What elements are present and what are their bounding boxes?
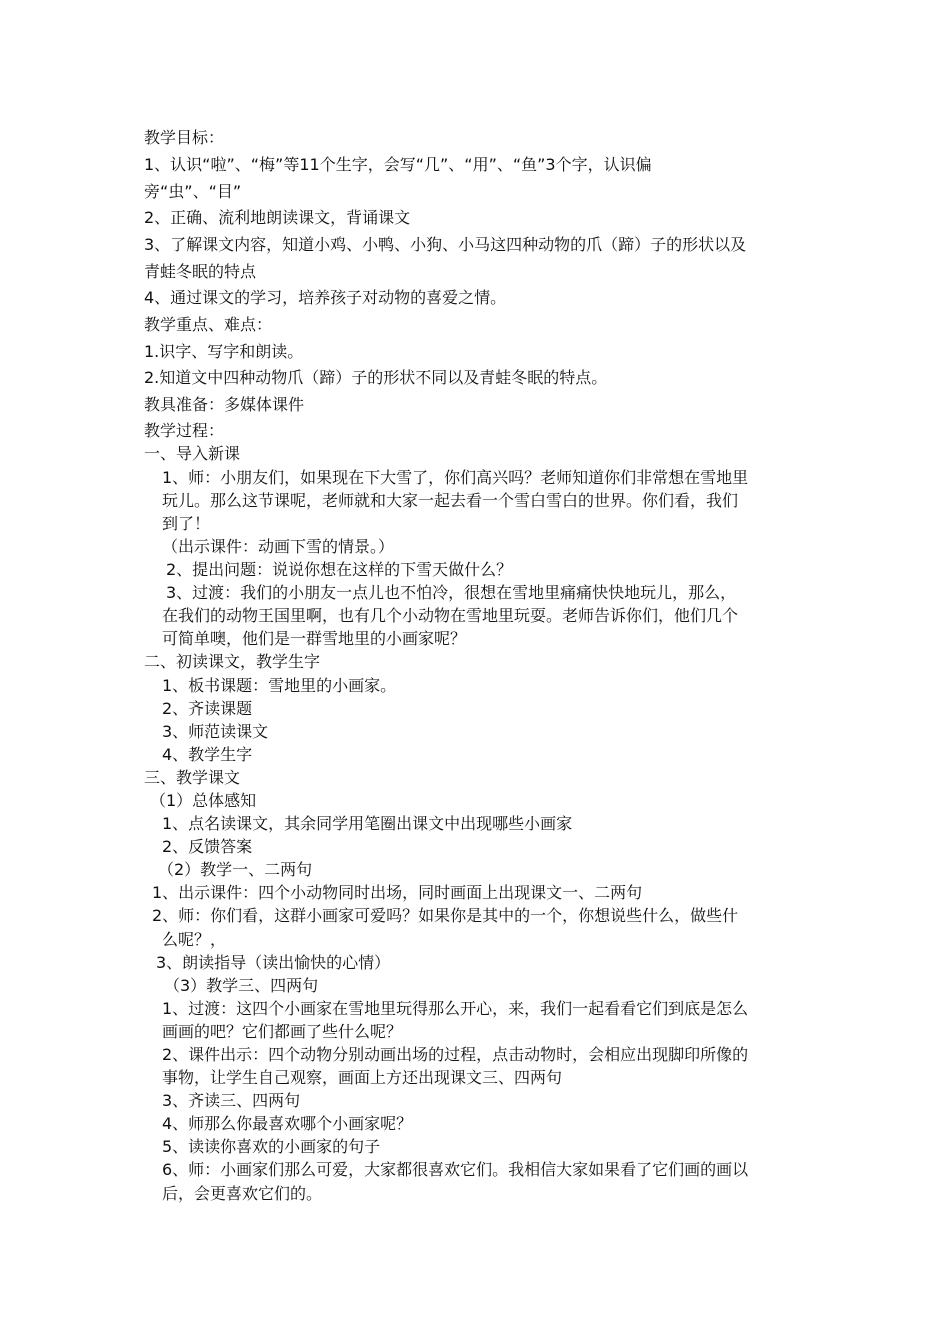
section-2-item-1: 1、板书课题：雪地里的小画家。 xyxy=(162,676,397,695)
section-2-item-4: 4、教学生字 xyxy=(162,745,253,764)
goal-item-4: 4、通过课文的学习，培养孩子对动物的喜爱之情。 xyxy=(144,288,507,307)
heading-teaching-goals: 教学目标： xyxy=(144,128,225,147)
section-1-item-3-cont-a: 在我们的动物王国里啊，也有几个小动物在雪地里玩耍。老师告诉你们，他们几个 xyxy=(162,606,739,625)
key-point-2: 2.知道文中四种动物爪（蹄）子的形状不同以及青蛙冬眠的特点。 xyxy=(144,368,608,387)
section-2-item-3: 3、师范读课文 xyxy=(162,722,269,741)
heading-teaching-process: 教学过程： xyxy=(144,421,225,440)
subsection-3-item-1: 1、过渡：这四个小画家在雪地里玩得那么开心，来，我们一起看看它们到底是怎么 xyxy=(162,999,749,1018)
subsection-1-item-1: 1、点名读课文，其余同学用笔圈出课文中出现哪些小画家 xyxy=(162,814,573,833)
subsection-3-item-1-cont: 画画的吧？它们都画了些什么呢？ xyxy=(162,1022,403,1041)
subsection-1-item-2: 2、反馈答案 xyxy=(162,837,253,856)
subsection-3-item-6-cont: 后，会更喜欢它们的。 xyxy=(162,1184,323,1203)
section-1-item-1-cont-a: 玩儿。那么这节课呢，老师就和大家一起去看一个雪白雪白的世界。你们看，我们 xyxy=(162,491,739,510)
section-3-title: 三、教学课文 xyxy=(144,768,241,787)
heading-key-points: 教学重点、难点： xyxy=(144,315,273,334)
goal-item-1-cont: 旁“虫”、“目” xyxy=(144,182,242,201)
goal-item-3: 3、了解课文内容，知道小鸡、小鸭、小狗、小马这四种动物的爪（蹄）子的形状以及 xyxy=(144,235,747,254)
subsection-2-item-3: 3、朗读指导（读出愉快的心情） xyxy=(156,953,391,972)
section-1-courseware-note: （出示课件：动画下雪的情景。） xyxy=(162,537,395,556)
subsection-3-item-3: 3、齐读三、四两句 xyxy=(162,1091,301,1110)
goal-item-3-cont: 青蛙冬眠的特点 xyxy=(144,262,257,281)
goal-item-2: 2、正确、流利地朗读课文，背诵课文 xyxy=(144,208,411,227)
subsection-3-item-2-cont: 事物，让学生自己观察，画面上方还出现课文三、四两句 xyxy=(162,1068,563,1087)
subsection-3-item-5: 5、读读你喜欢的小画家的句子 xyxy=(162,1137,381,1156)
section-1-item-1: 1、师：小朋友们，如果现在下大雪了，你们高兴吗？老师知道你们非常想在雪地里 xyxy=(162,468,749,487)
section-1-item-3-cont-b: 可简单噢，他们是一群雪地里的小画家呢？ xyxy=(162,629,467,648)
subsection-3-item-4: 4、师那么你最喜欢哪个小画家呢？ xyxy=(162,1114,413,1133)
subsection-2-item-1: 1、出示课件：四个小动物同时出场，同时画面上出现课文一、二两句 xyxy=(152,883,643,902)
subsection-3-item-6: 6、师：小画家们那么可爱，大家都很喜欢它们。我相信大家如果看了它们画的画以 xyxy=(162,1160,749,1179)
section-1-item-3: 3、过渡：我们的小朋友一点儿也不怕冷，很想在雪地里痛痛快快地玩儿，那么， xyxy=(166,583,737,602)
teaching-aids: 教具准备：多媒体课件 xyxy=(144,395,305,414)
subsection-2-title: （2）教学一、二两句 xyxy=(158,860,313,879)
subsection-2-item-2: 2、师：你们看，这群小画家可爱吗？如果你是其中的一个，你想说些什么，做些什 xyxy=(152,906,739,925)
goal-item-1: 1、认识“啦”、“梅”等11个生字，会写“几”、“用”、“鱼”3个字，认识偏 xyxy=(144,155,652,174)
section-2-title: 二、初读课文，教学生字 xyxy=(144,652,321,671)
subsection-3-item-2: 2、课件出示：四个动物分别动画出场的过程，点击动物时，会相应出现脚印所像的 xyxy=(162,1045,749,1064)
key-point-1: 1.识字、写字和朗读。 xyxy=(144,342,304,361)
section-1-item-2: 2、提出问题：说说你想在这样的下雪天做什么？ xyxy=(166,560,513,579)
subsection-1-title: （1）总体感知 xyxy=(150,791,257,810)
section-1-item-1-cont-b: 到了！ xyxy=(162,514,211,533)
subsection-2-item-2-cont: 么呢？， xyxy=(162,930,227,949)
subsection-3-title: （3）教学三、四两句 xyxy=(164,976,319,995)
section-2-item-2: 2、齐读课题 xyxy=(162,699,253,718)
section-1-title: 一、导入新课 xyxy=(144,444,241,463)
